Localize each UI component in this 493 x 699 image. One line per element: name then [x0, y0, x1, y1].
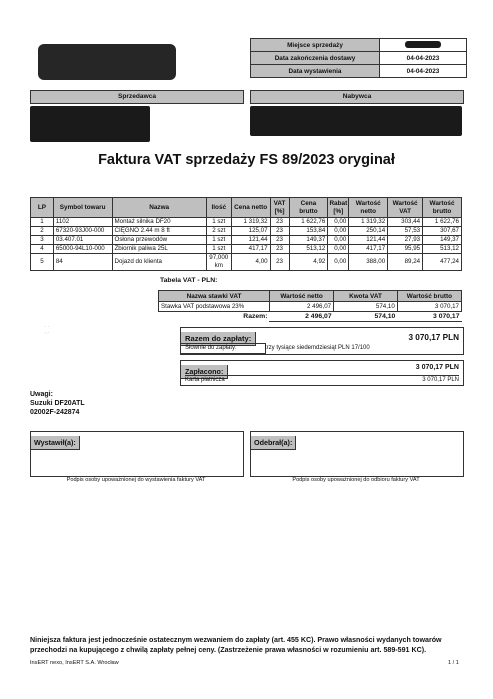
amount-due-label: Razem do zapłaty:	[181, 332, 256, 346]
item-vat-rate: 23	[270, 236, 289, 245]
item-vat-rate: 23	[270, 245, 289, 254]
item-net-price: 417,17	[231, 245, 270, 254]
delivery-date-value: 04-04-2023	[380, 52, 467, 65]
item-net-value: 1 319,32	[349, 218, 388, 227]
legal-footer-line-1: Niniejsza faktura jest jednocześnie ostatecznym wezwaniem do zapłaty (art. 455 KC). Prawo własności wydanych towarów	[30, 636, 442, 644]
amount-words-value: trzy tysiące siedemdziesiąt PLN 17/100	[265, 345, 370, 351]
item-lp: 5	[31, 254, 54, 271]
payment-method-label: Karta płatnicza	[185, 375, 459, 384]
page-number: 1 / 1	[448, 660, 459, 666]
item-discount: 0,00	[328, 236, 349, 245]
item-net-price: 121,44	[231, 236, 270, 245]
paid-value: 3 070,17 PLN	[415, 364, 459, 371]
vat-total-vat: 574,10	[334, 312, 398, 322]
paid-box	[180, 360, 464, 386]
item-net-value: 388,00	[349, 254, 388, 271]
vat-col-name: Nazwa stawki VAT	[159, 291, 270, 302]
receiver-label: Odebrał(a):	[251, 436, 296, 450]
item-symbol: 67320-93J00-000	[53, 227, 112, 236]
item-gross-price: 513,12	[289, 245, 328, 254]
receiver-signature-box	[250, 431, 464, 477]
col-discount: Rabat [%]	[328, 198, 349, 218]
col-gross-value: Wartość brutto	[423, 198, 462, 218]
item-gross-price: 149,37	[289, 236, 328, 245]
item-net-value: 417,17	[349, 245, 388, 254]
item-lp: 4	[31, 245, 54, 254]
vat-total-gross: 3 070,17	[397, 312, 461, 322]
item-lp: 2	[31, 227, 54, 236]
item-name: Montaż silnika DF20	[112, 218, 206, 227]
item-vat-value: 27,93	[388, 236, 423, 245]
item-name: Zbiornik paliwa 25L	[112, 245, 206, 254]
item-row	[31, 236, 462, 245]
vat-table	[158, 290, 462, 322]
item-name: Dojazd do klienta	[112, 254, 206, 271]
item-vat-rate: 23	[270, 227, 289, 236]
issue-date-value: 04-04-2023	[380, 65, 467, 78]
vat-total-label: Razem:	[243, 313, 268, 321]
place-value	[380, 39, 467, 52]
item-qty: 1 szt	[206, 218, 231, 227]
payment-method-value: 3 070,17 PLN	[422, 377, 459, 383]
item-discount: 0,00	[328, 254, 349, 271]
legal-footer-line-2: przechodzi na kupującego z chwilą zapłaty pełnej ceny. (Zastrzeżenie prawa własności w rozumieniu art. 589-591 KC).	[30, 646, 427, 654]
item-vat-value: 95,95	[388, 245, 423, 254]
vat-rate-net: 2 496,07	[269, 302, 333, 312]
col-name: Nazwa	[112, 198, 206, 218]
item-gross-price: 1 622,76	[289, 218, 328, 227]
item-symbol: 1102	[53, 218, 112, 227]
item-symbol: 84	[53, 254, 112, 271]
item-gross-value: 149,37	[423, 236, 462, 245]
item-lp: 1	[31, 218, 54, 227]
legal-footer	[30, 635, 470, 655]
item-vat-rate: 23	[270, 218, 289, 227]
notes-line-1: Suzuki DF20ATL	[30, 400, 85, 407]
item-net-price: 125,07	[231, 227, 270, 236]
item-symbol: 03.407.01	[53, 236, 112, 245]
item-qty: 97,000 km	[206, 254, 231, 271]
delivery-date-label: Data zakończenia dostawy	[251, 52, 380, 65]
item-gross-price: 4,92	[289, 254, 328, 271]
item-gross-value: 307,67	[423, 227, 462, 236]
item-vat-value: 89,24	[388, 254, 423, 271]
software-credit: InsERT nexo, InsERT S.A. Wrocław	[30, 660, 119, 666]
item-gross-value: 513,12	[423, 245, 462, 254]
vat-table-title: Tabela VAT - PLN:	[160, 277, 218, 284]
item-gross-price: 153,84	[289, 227, 328, 236]
item-row	[31, 245, 462, 254]
item-symbol: 65000-94L10-000	[53, 245, 112, 254]
item-net-price: 4,00	[231, 254, 270, 271]
items-table	[30, 197, 462, 271]
buyer-label: Nabywca	[250, 90, 464, 104]
col-gross-price: Cena brutto	[289, 198, 328, 218]
issuer-signature-box	[30, 431, 244, 477]
item-gross-value: 1 622,76	[423, 218, 462, 227]
vat-rate-gross: 3 070,17	[397, 302, 461, 312]
vat-col-gross: Wartość brutto	[397, 291, 461, 302]
invoice-title: Faktura VAT sprzedaży FS 89/2023 oryginał	[98, 152, 395, 168]
item-net-value: 250,14	[349, 227, 388, 236]
item-discount: 0,00	[328, 218, 349, 227]
vat-col-net: Wartość netto	[269, 291, 333, 302]
invoice-header-table	[250, 38, 467, 78]
item-discount: 0,00	[328, 227, 349, 236]
item-name: Osłona przewodów	[112, 236, 206, 245]
amount-due-value: 3 070,17 PLN	[408, 333, 459, 342]
item-name: CIĘGNO 2.44 m 8 ft	[112, 227, 206, 236]
vat-rate-name: Stawka VAT podstawowa 23%	[159, 302, 270, 312]
vat-col-vat: Kwota VAT	[334, 291, 398, 302]
issue-date-label: Data wystawienia	[251, 65, 380, 78]
item-net-price: 1 319,32	[231, 218, 270, 227]
notes-block	[30, 390, 85, 417]
notes-line-2: 02002F-242874	[30, 409, 80, 416]
col-vat-value: Wartość VAT	[388, 198, 423, 218]
col-vat-rate: VAT [%]	[270, 198, 289, 218]
item-vat-rate: 23	[270, 254, 289, 271]
item-qty: 2 szt	[206, 227, 231, 236]
col-net-value: Wartość netto	[349, 198, 388, 218]
vat-total-net: 2 496,07	[269, 312, 333, 322]
redacted-seller	[30, 106, 150, 142]
item-row	[31, 218, 462, 227]
amount-due-box	[180, 327, 464, 355]
item-row	[31, 227, 462, 236]
issuer-label: Wystawił(a):	[31, 436, 80, 450]
item-discount: 0,00	[328, 245, 349, 254]
redacted-logo	[38, 44, 176, 80]
redacted-buyer	[250, 106, 462, 136]
notes-label: Uwagi:	[30, 391, 53, 398]
item-gross-value: 477,24	[423, 254, 462, 271]
amount-words-label: Słownie do zapłaty:	[181, 343, 266, 354]
col-lp: LP	[31, 198, 54, 218]
place-label: Miejsce sprzedaży	[251, 39, 380, 52]
item-net-value: 121,44	[349, 236, 388, 245]
faint-stamp-mark: · · ·.·	[44, 324, 50, 336]
receiver-caption: Podpis osoby upoważnionej do odbioru faktury VAT	[292, 477, 420, 483]
item-row	[31, 254, 462, 271]
col-symbol: Symbol towaru	[53, 198, 112, 218]
col-qty: Ilość	[206, 198, 231, 218]
issuer-caption: Podpis osoby upoważnionej do wystawienia faktury VAT	[66, 477, 206, 483]
item-qty: 1 szt	[206, 236, 231, 245]
item-vat-value: 303,44	[388, 218, 423, 227]
item-lp: 3	[31, 236, 54, 245]
paid-label: Zapłacono:	[181, 365, 228, 379]
item-vat-value: 57,53	[388, 227, 423, 236]
col-net-price: Cena netto	[231, 198, 270, 218]
item-qty: 1 szt	[206, 245, 231, 254]
seller-label: Sprzedawca	[30, 90, 244, 104]
vat-rate-vat: 574,10	[334, 302, 398, 312]
